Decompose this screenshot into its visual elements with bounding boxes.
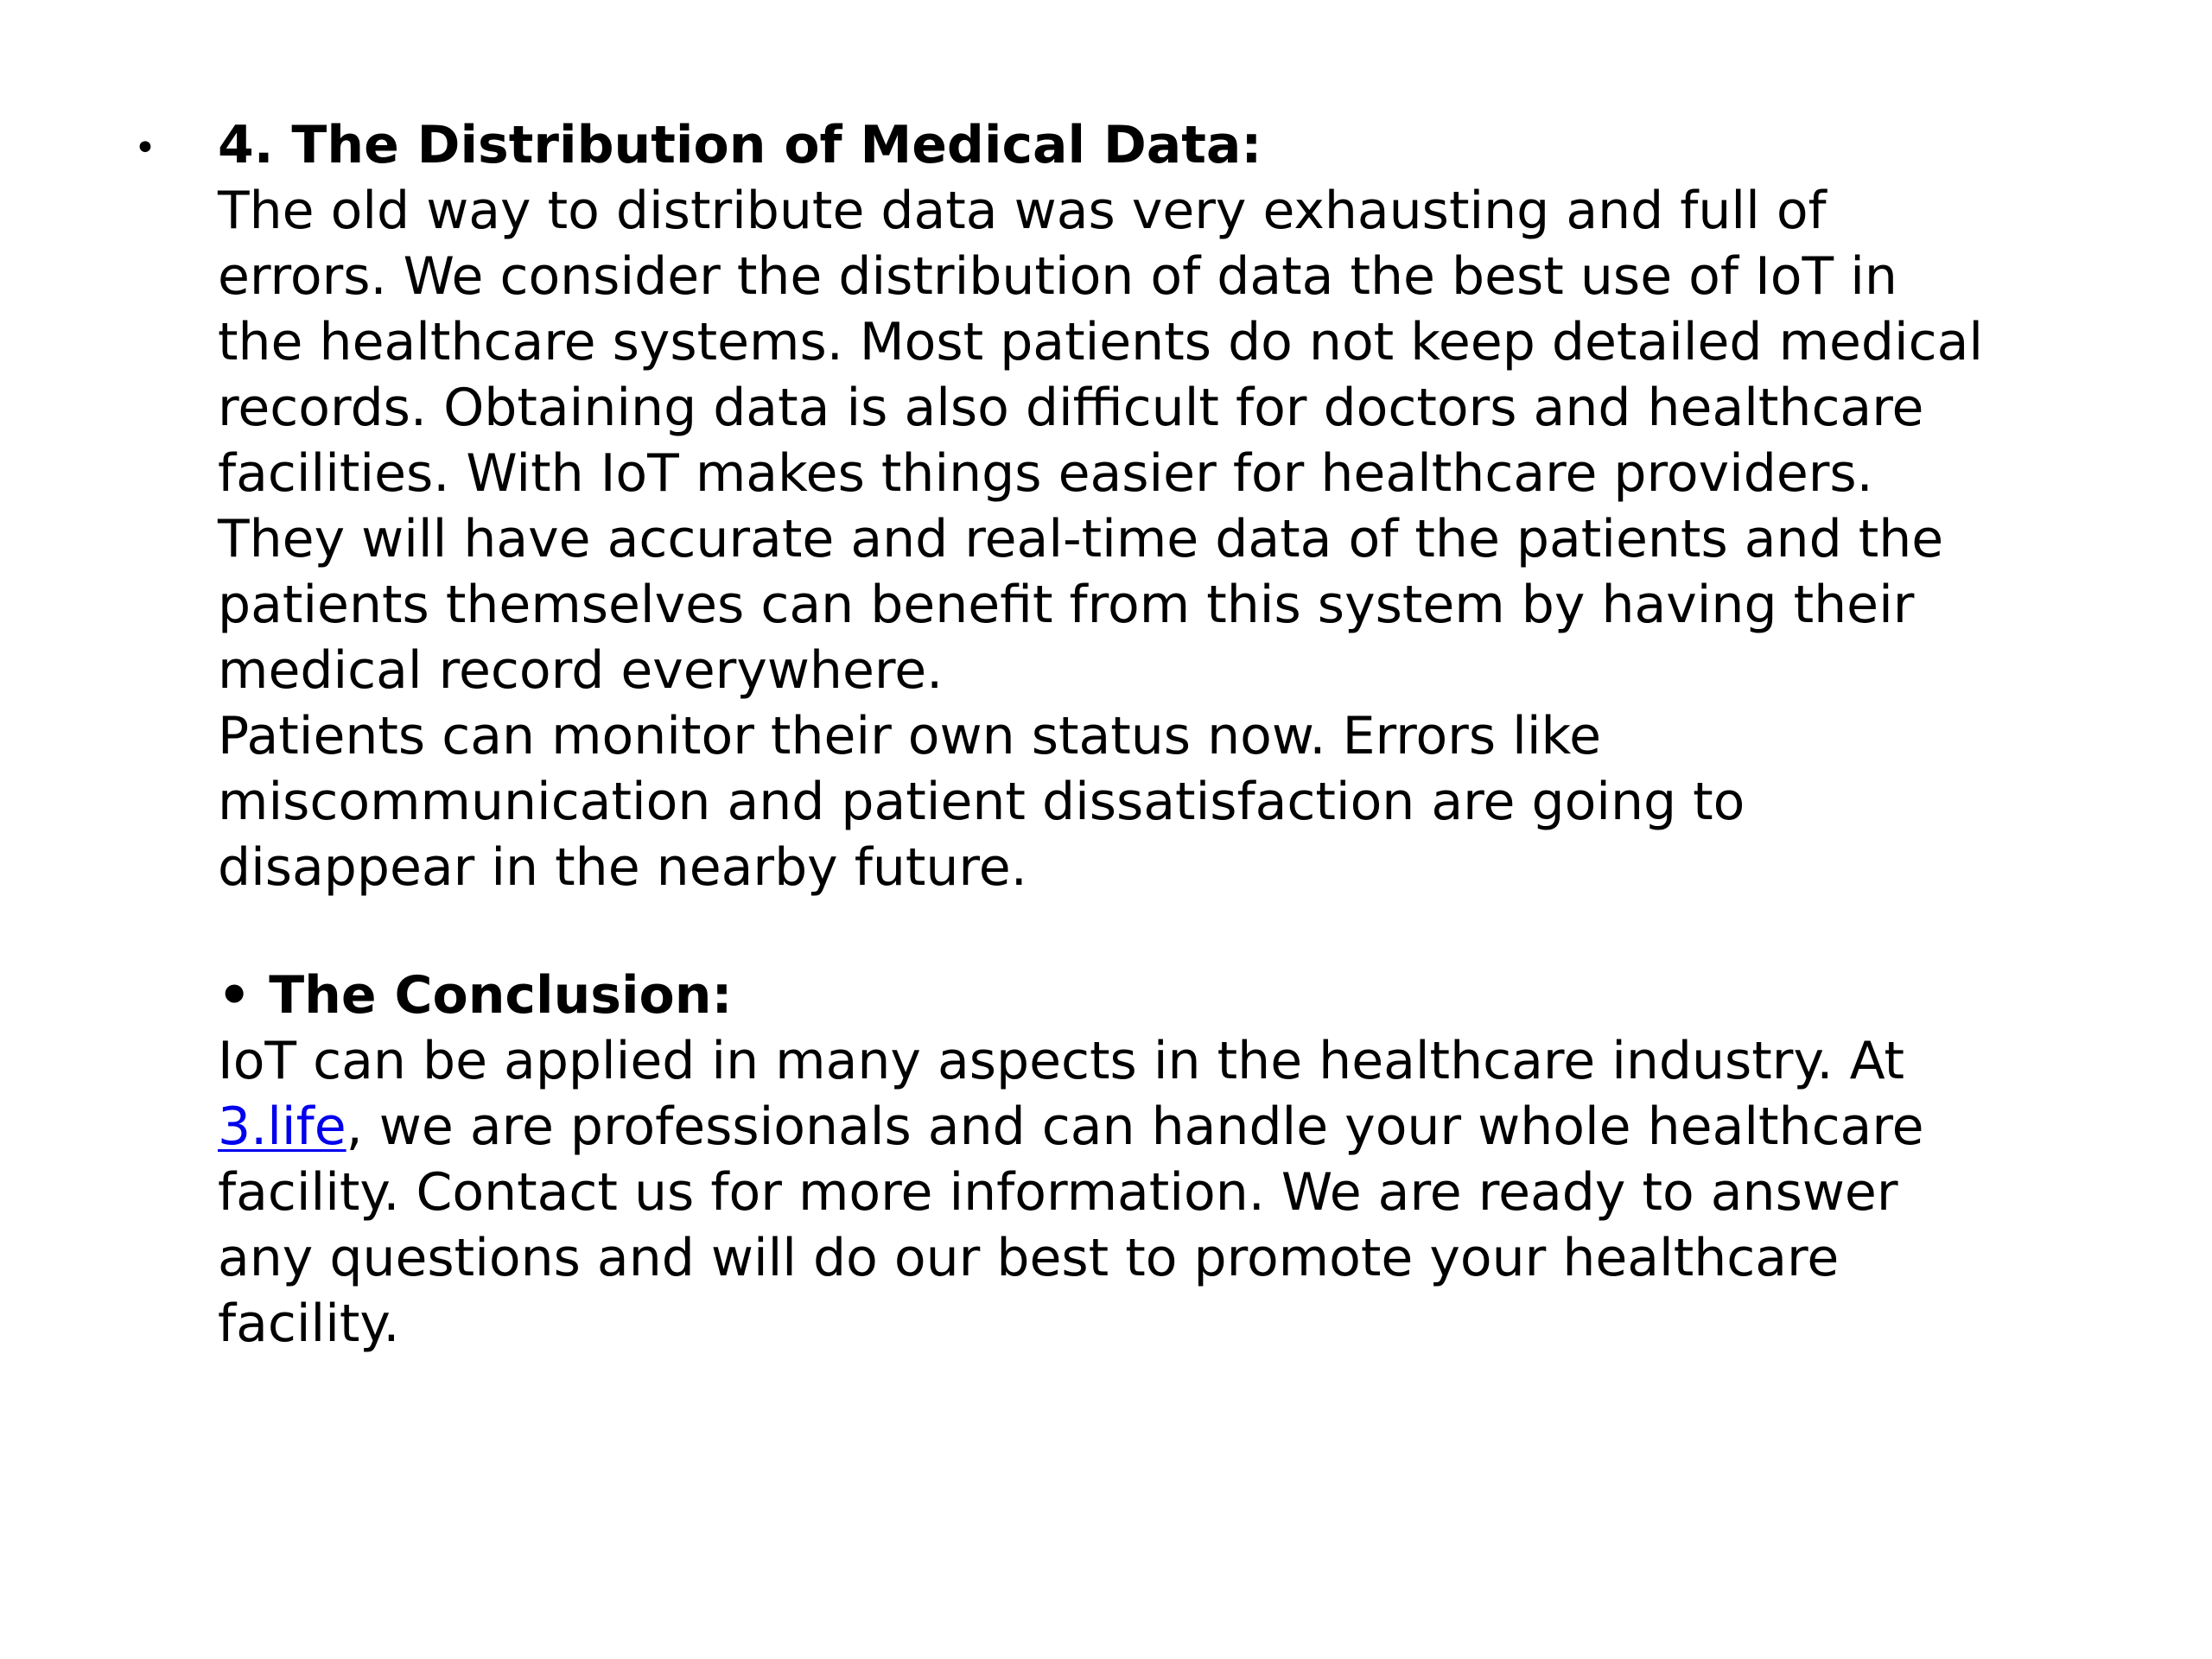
3life-link[interactable]: 3.life bbox=[218, 1096, 346, 1157]
paragraph-line-rest: , we are professionals and can handle your whole healthcare bbox=[346, 1096, 1924, 1157]
paragraph-line: facilities. With IoT makes things easier for healthcare providers. bbox=[218, 443, 1873, 504]
paragraph-line: IoT can be applied in many aspects in the healthcare industry. At bbox=[218, 1031, 1905, 1091]
paragraph-line: facility. Contact us for more information. We are ready to answer bbox=[218, 1162, 1898, 1223]
paragraph-line: miscommunication and patient dissatisfaction are going to bbox=[218, 772, 1745, 832]
section-heading-conclusion: • The Conclusion: bbox=[218, 965, 733, 1026]
slide-content bbox=[218, 112, 2162, 1357]
paragraph-line: Patients can monitor their own status now. Errors like bbox=[218, 706, 1602, 766]
section-spacer bbox=[218, 900, 2162, 963]
paragraph-line: The old way to distribute data was very exhausting and full of bbox=[218, 181, 1827, 241]
bullet-marker: • bbox=[134, 126, 156, 170]
paragraph-line: facility. bbox=[218, 1294, 400, 1354]
section-heading-distribution: 4. The Distribution of Medical Data: bbox=[218, 115, 1262, 175]
paragraph-line: any questions and will do our best to promote your healthcare bbox=[218, 1228, 1840, 1288]
paragraph-line: patients themselves can benefit from this system by having their bbox=[218, 575, 1915, 635]
paragraph-line-with-link bbox=[218, 1094, 2162, 1160]
paragraph-line: the healthcare systems. Most patients do not keep detailed medical bbox=[218, 312, 1984, 372]
paragraph-line: medical record everywhere. bbox=[218, 640, 944, 701]
paragraph-line: They will have accurate and real-time data of the patients and the bbox=[218, 509, 1944, 569]
paragraph-line: disappear in the nearby future. bbox=[218, 837, 1027, 898]
paragraph-line: errors. We consider the distribution of data the best use of IoT in bbox=[218, 246, 1897, 307]
paragraph-line: records. Obtaining data is also difficult for doctors and healthcare bbox=[218, 378, 1924, 438]
